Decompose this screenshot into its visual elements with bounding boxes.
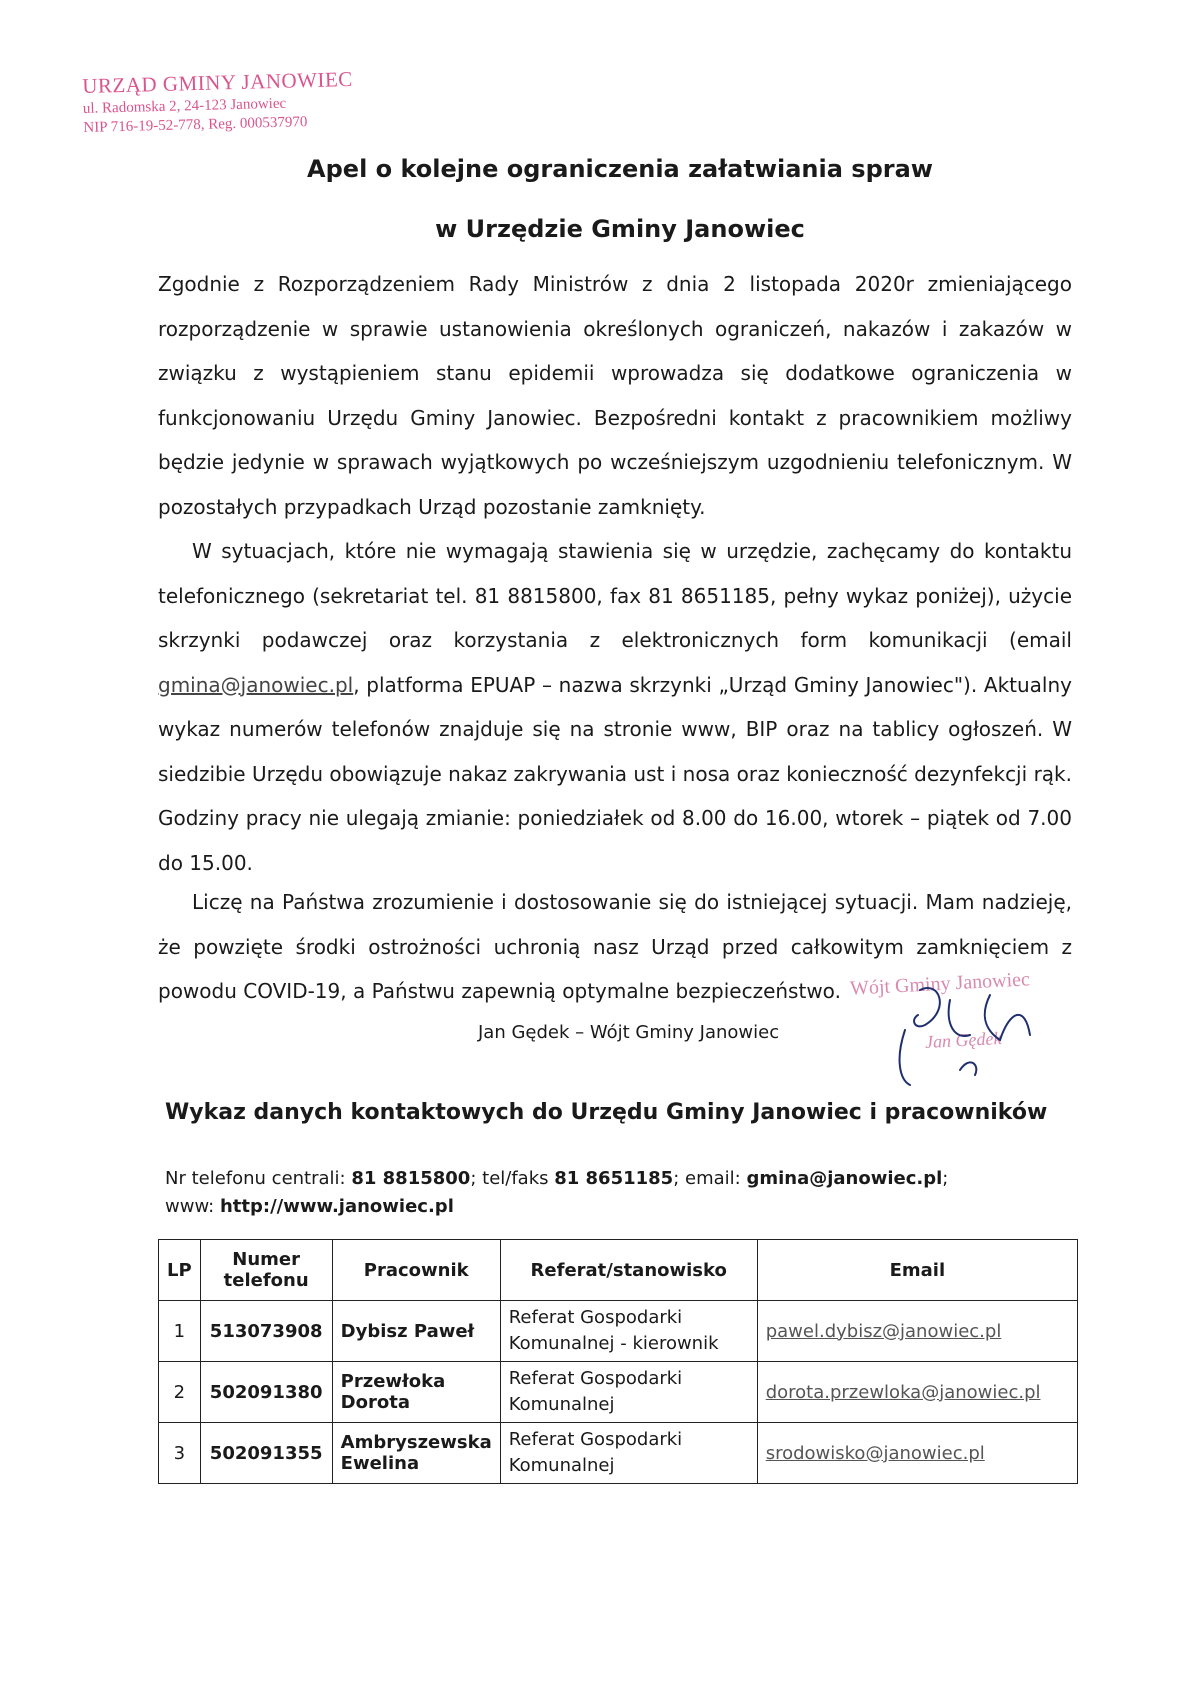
row-dept: Referat Gospodarki Komunalnej	[500, 1423, 757, 1484]
row-phone: 502091355	[200, 1423, 332, 1484]
signer-name: Jan Gędek – Wójt Gminy Janowiec	[478, 1022, 780, 1043]
row-dept: Referat Gospodarki Komunalnej - kierownik	[500, 1301, 757, 1362]
header-phone: Numer telefonu	[200, 1240, 332, 1301]
document-title: Apel o kolejne ograniczenia załatwiania spraw	[307, 155, 933, 183]
contact-line-1	[165, 1165, 1095, 1193]
contact-info	[165, 1165, 1095, 1221]
central-phone: 81 8815800	[351, 1168, 471, 1189]
header-person: Pracownik	[332, 1240, 500, 1301]
email-label: ; email:	[673, 1168, 747, 1189]
header-dept: Referat/stanowisko	[500, 1240, 757, 1301]
paragraph-1: Zgodnie z Rozporządzeniem Rady Ministrów z dnia 2 listopada 2020r zmieniającego rozporządzenie w sprawie ustanowienia określonych ograniczeń, nakazów i zakazów w związku z wystąpieniem stanu epidemii wprowadza się dodatkowe ograniczenia w funkcjonowaniu Urzędu Gminy Janowiec. Bezpośredni kontakt z pracownikiem możliwy będzie jedynie w sprawach wyjątkowych po wcześniejszym uzgodnieniu telefonicznym. W pozostałych przypadkach Urząd pozostanie zamknięty.	[158, 272, 1072, 519]
paragraph-2-part-2: , platforma EPUAP – nazwa skrzynki „Urząd Gminy Janowiec"). Aktualny wykaz numerów telefonów znajduje się na stronie www, BIP oraz na tablicy ogłoszeń. W siedzibie Urzędu obowiązuje nakaz zakrywania ust i nosa oraz konieczność dezynfekcji rąk. Godziny pracy nie ulegają zmianie: poniedziałek od 8.00 do 16.00, wtorek – piątek od 7.00 do 15.00.	[158, 672, 1072, 875]
row-person: Dybisz Paweł	[332, 1301, 500, 1362]
row-dept: Referat Gospodarki Komunalnej	[500, 1362, 757, 1423]
contact-line-end: ;	[942, 1168, 949, 1189]
stamp-nip: NIP 716-19-52-778, Reg. 000537970	[83, 114, 308, 136]
row-lp: 3	[159, 1423, 201, 1484]
row-phone: 502091380	[200, 1362, 332, 1423]
table-header-row	[159, 1240, 1078, 1301]
row-email-link[interactable]: pawel.dybisz@janowiec.pl	[757, 1301, 1077, 1362]
email-link[interactable]: gmina@janowiec.pl	[158, 672, 354, 697]
handwritten-signature-icon	[880, 970, 1070, 1090]
signature-stamp-name: Jan Gędek	[924, 1028, 1002, 1052]
office-stamp	[82, 67, 354, 137]
www-label: www:	[165, 1196, 220, 1217]
header-email: Email	[757, 1240, 1077, 1301]
row-person: Ambryszewska Ewelina	[332, 1423, 500, 1484]
document-subtitle: w Urzędzie Gminy Janowiec	[435, 215, 805, 243]
fax-label: ; tel/faks	[470, 1168, 555, 1189]
table-row	[159, 1362, 1078, 1423]
paragraph-2-part-1: W sytuacjach, które nie wymagają stawienia się w urzędzie, zachęcamy do kontaktu telefonicznego (sekretariat tel. 81 8815800, fax 81 8651185, pełny wykaz poniżej), użycie skrzynki podawczej oraz korzystania z elektronicznych form komunikacji (email	[158, 539, 1072, 652]
paragraph-2	[158, 529, 1072, 885]
stamp-address: ul. Radomska 2, 24-123 Janowiec	[82, 95, 287, 117]
header-lp: LP	[159, 1240, 201, 1301]
row-phone: 513073908	[200, 1301, 332, 1362]
signature-stamp-title: Wójt Gminy Janowiec	[849, 968, 1031, 1000]
central-phone-label: Nr telefonu centrali:	[165, 1168, 352, 1189]
paragraph-3: Liczę na Państwa zrozumienie i dostosowanie się do istniejącej sytuacji. Mam nadzieję, że powzięte środki ostrożności uchronią nasz Urząd przed całkowitym zamknięciem z powodu COVID-19, a Państwu zapewnią optymalne bezpieczeństwo.	[158, 890, 1072, 1003]
row-email-link[interactable]: dorota.przewloka@janowiec.pl	[757, 1362, 1077, 1423]
row-person: Przewłoka Dorota	[332, 1362, 500, 1423]
row-lp: 2	[159, 1362, 201, 1423]
row-lp: 1	[159, 1301, 201, 1362]
table-row	[159, 1301, 1078, 1362]
website-url: http://www.janowiec.pl	[219, 1196, 454, 1217]
stamp-office-name: URZĄD GMINY JANOWIEC	[82, 66, 354, 98]
contacts-heading: Wykaz danych kontaktowych do Urzędu Gminy Janowiec i pracowników	[165, 1100, 1048, 1125]
contacts-table	[158, 1239, 1078, 1484]
row-email-link[interactable]: srodowisko@janowiec.pl	[757, 1423, 1077, 1484]
fax-number: 81 8651185	[554, 1168, 674, 1189]
central-email: gmina@janowiec.pl	[746, 1168, 943, 1189]
contact-line-2	[165, 1193, 1095, 1221]
table-row	[159, 1423, 1078, 1484]
